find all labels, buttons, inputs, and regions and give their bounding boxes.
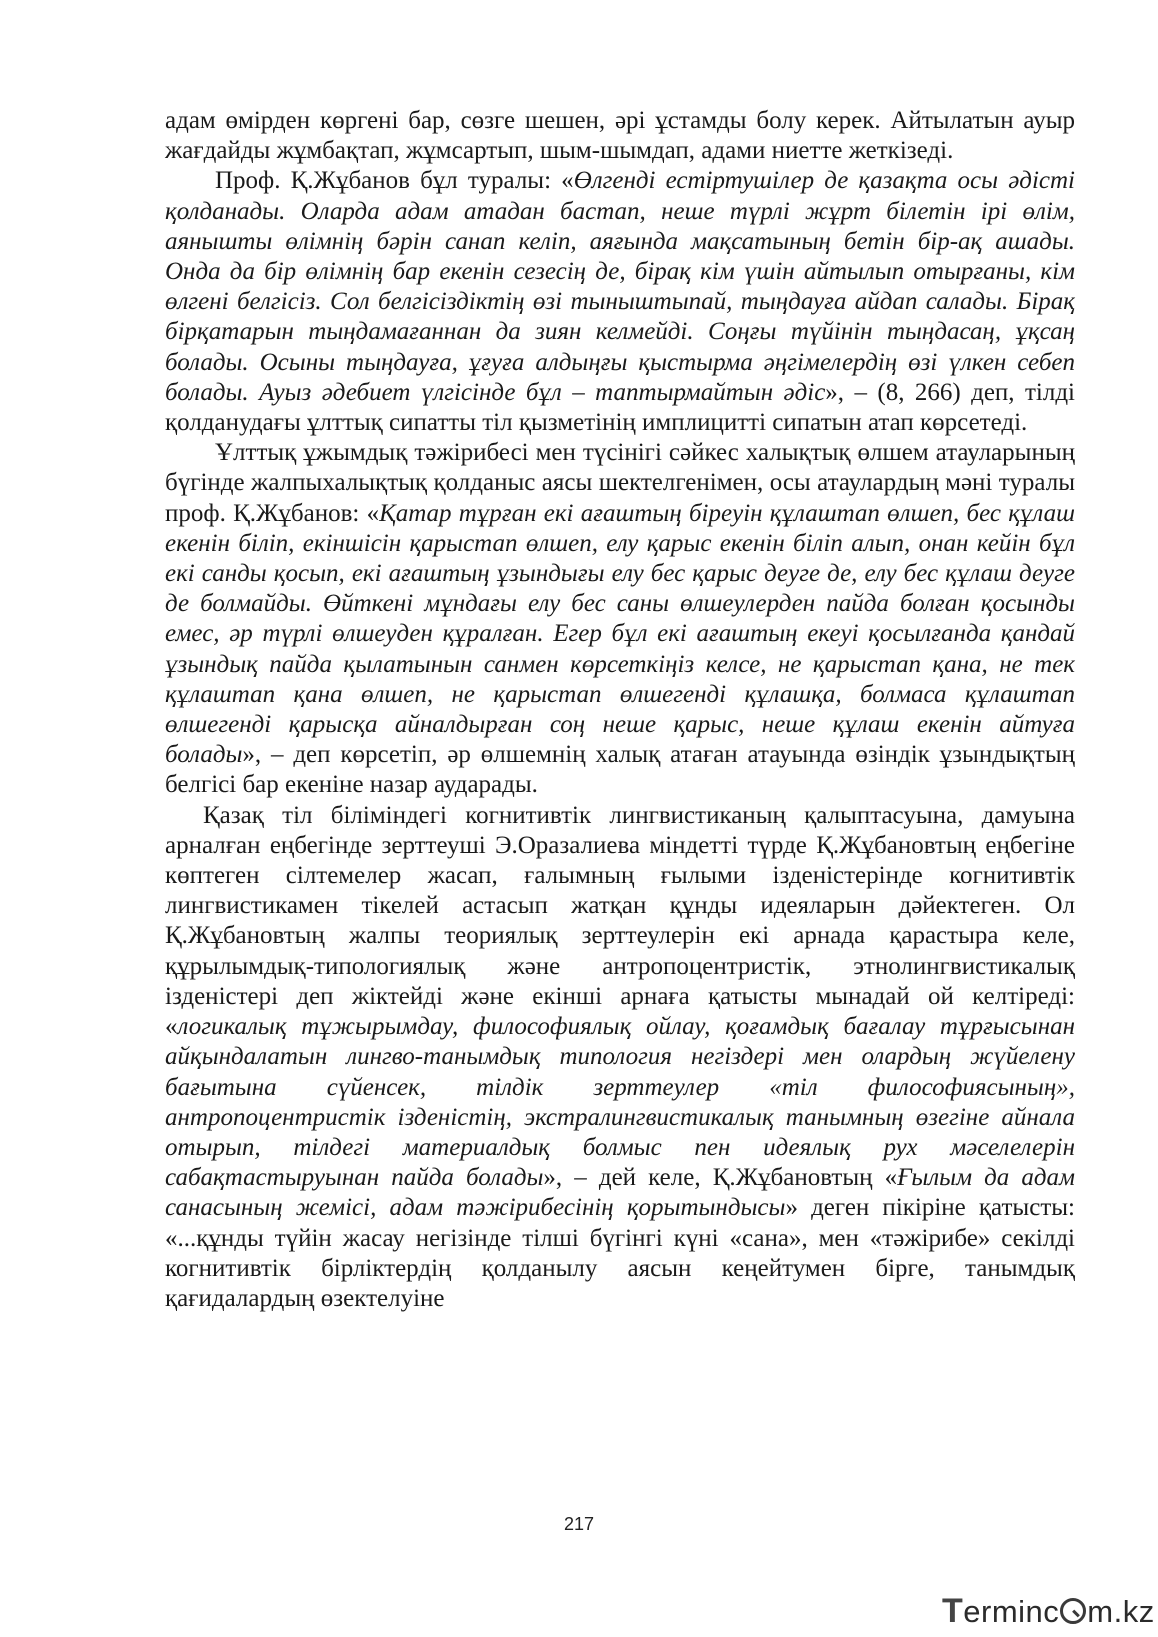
body-text: Проф. Қ.Жұбанов бұл туралы: « <box>215 167 574 195</box>
paragraph-2 <box>165 166 1075 438</box>
quote-text: Өлгенді естіртушілер де қазақта осы әдісті қолданады. Оларда адам атадан бастап, неше түрлі жұрт білетін ірі өлім, аянышты өлімнің бәрін санап келіп, аяғында мақсатының бетін бір-ақ ашады. Онда да бір өлімнің бар екенін сезесің де, бірақ кім үшін айтылып отырғаны, кім өлгені белгісіз. Сол белгісіздіктің өзі тыныштыпай, тыңдауға айдап салады. Бірақ бірқатарын тыңдамағаннан да зиян келмейді. Соңғы түйінін тыңдасаң, ұқсаң болады. Осыны тыңдауға, ұғуға алдыңғы қыстырма әңгімелердің өзі үлкен себеп болады. Ауыз әдебиет үлгісінде бұл – таптырмайтын әдіс <box>165 167 1075 406</box>
body-text: Қазақ тіл біліміндегі когнитивтік лингвистиканың қалыптасуына, дамуына арналған еңбегінде зерттеуші Э.Оразалиева міндетті түрде Қ.Жұбановтың еңбегіне көптеген сілтемелер жасап, ғалымның ғылыми ізденістерінде когнитивтік лингвистикамен тікелей астасып жатқан құнды идеяларын дәйектеген. Ол Қ.Жұбановтың жалпы теориялық зерттеулерін екі арнада қарастыра келе, құрылымдық-типологиялық және антропоцентристік, этнолингвистикалық ізденістері деп жіктейді және екінші арнаға қатысты мынадай ой келтіреді: « <box>165 801 1075 1041</box>
watermark-text-b: m.kz <box>1087 1594 1155 1629</box>
body-text: адам өмірден көргені бар, сөзге шешен, әрі ұстамды болу керек. Айтылатын ауыр жағдайды жұмбақтап, жұмсартып, шым-шымдап, адами ниетте жеткізеді. <box>165 107 1075 165</box>
page-number: 217 <box>563 1514 595 1534</box>
quote-text: логикалық тұжырымдау, философиялық ойлау, қоғамдық бағалау тұрғысынан айқындалатын лингво-танымдық типология негіздері мен олардың жүйелену бағытына сүйенсек, тілдік зерттеулер «тіл философиясының», антропоцентристік ізденістің, экстралингвистикалық танымның өзегіне айнала отырып, тілдегі материалдық болмыс пен идеялық рух мәселелерін сабақтастыруынан пайда болады <box>165 1013 1075 1192</box>
document-body <box>165 106 1075 1314</box>
watermark-letter-t: T <box>942 1592 964 1630</box>
paragraph-4 <box>165 801 1075 1314</box>
quote-text: Қатар тұрған екі ағаштың біреуін құлаштап өлшеп, бес құлаш екенін біліп, екіншісін қарыстап өлшеп, елу қарыс екенін біліп алып, онан кейін бұл екі санды қосып, екі ағаштың ұзындығы елу бес қарыс деуге де, елу бес құлаш деуге де болмайды. Өйткені мұндағы елу бес саны өлшеулерден пайда болған қосынды емес, әр түрлі өлшеуден құралған. Егер бұл екі ағаштың екеуі қосылғанда қандай ұзындық пайда қылатынын санмен көрсеткіңіз келсе, не қарыстап қана, не тек құлаштап қана өлшеп, не қарыстап өлшегенді құлашқа, болмаса құлаштап өлшегенді қарысқа айналдырған соң неше қарыс, неше құлаш екенін айтуға болады <box>165 499 1075 769</box>
watermark-text-a: erminc <box>963 1594 1060 1629</box>
body-text: », – (8, 266) деп, тілді қолданудағы ұлттық сипатты тіл қызметінің имплицитті сипатын атап көрсетеді. <box>165 378 1075 437</box>
termincom-watermark-logo <box>942 1592 1155 1631</box>
body-text: », – дей келе, Қ.Жұбановтың « <box>543 1164 898 1192</box>
body-text: », – деп көрсетіп, әр өлшемнің халық атаған атауында өзіндік ұзындықтың белгісі бар екеніне назар аударады. <box>165 741 1075 799</box>
paragraph-3 <box>165 438 1075 800</box>
paragraph-1 <box>165 106 1075 166</box>
body-text: Ұлттық ұжымдық тәжірибесі мен түсінігі сәйкес халықтық өлшем атауларының бүгінде жалпыхалықтық қолданыс аясы шектелгенімен, осы атаулардың мәні туралы проф. Қ.Жұбанов: « <box>165 439 1075 527</box>
quote-text: Ғылым да адам санасының жемісі, адам тәжірибесінің қорытындысы <box>165 1164 1075 1222</box>
body-text: » деген пікіріне қатысты: «...құнды түйін жасау негізінде тілші бүгінгі күні «сана», мен «тәжірибе» секілді когнитивтік бірліктердің қолданылу аясын кеңейтумен бірге, танымдық қағидалардың өзектелуіне <box>165 1194 1075 1312</box>
magnifier-icon <box>1060 1598 1086 1624</box>
